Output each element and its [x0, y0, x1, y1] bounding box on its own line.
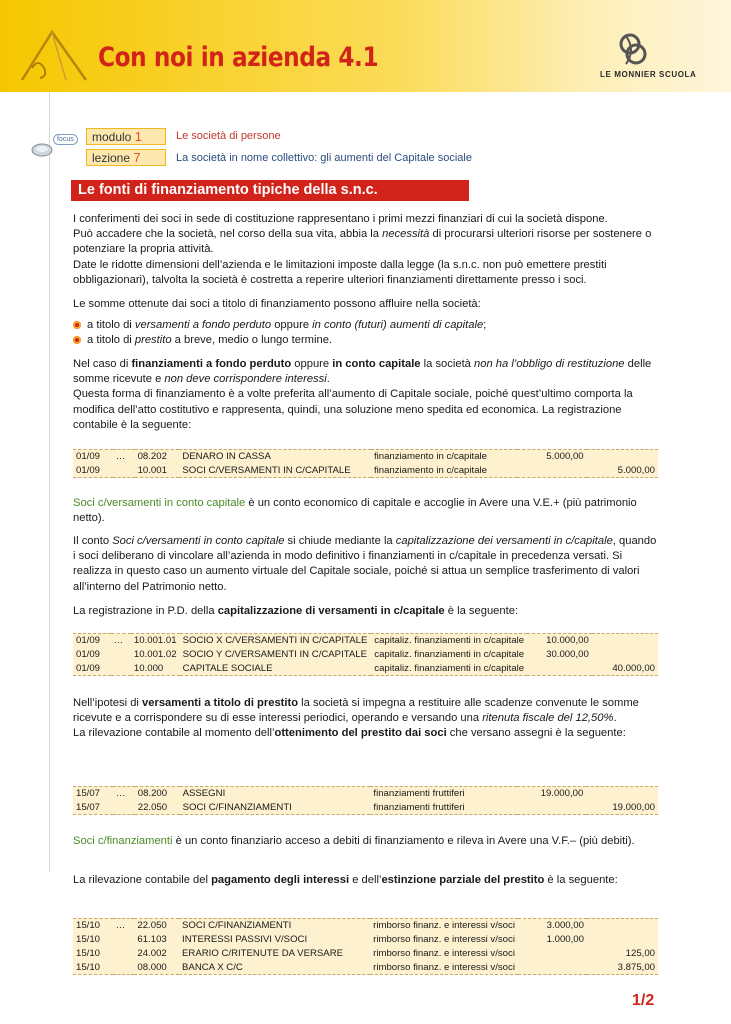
ledger-cell-date: 01/09 [76, 464, 101, 476]
ledger-cell-dare [517, 464, 586, 478]
ledger-cell-name: INTERESSI PASSIVI V/SOCI [182, 934, 308, 945]
lezione-label: lezione [92, 151, 131, 165]
ledger-cell-code: 08.202 [137, 451, 167, 463]
ledger-cell-dots: … [113, 635, 124, 647]
ledger-table-1 [73, 449, 658, 478]
ledger-cell-avere: 3.875,00 [617, 961, 655, 973]
ledger-cell-name: DENARO IN CASSA [182, 451, 271, 463]
capitalizzazione-paragraph: Il conto Soci c/versamenti in conto capitale si chiude mediante la capitalizzazione dei versamenti in c/capitale, quando i soci deliberano di vincolare all’azienda in modo definitivo i finanziamenti in c/capitale in precedenza versati. Si realizza in questo caso un aumento virtuale del Capitale sociale, poiché si attua un semplice trasferimento di valori all’interno del Patrimonio netto. [73, 535, 657, 593]
ledger-cell-desc: capitaliz. finanziamenti in c/capitale [374, 662, 525, 674]
ledger-cell-code: 22.050 [137, 920, 167, 932]
ledger-cell-name: SOCI C/FINANZIAMENTI [182, 801, 292, 813]
interessi-paragraph: La rilevazione contabile del pagamento degli interessi e dell’estinzione parziale del prestito è la seguente: [73, 874, 618, 886]
ledger-cell-desc: capitaliz. finanziamenti in c/capitale [374, 649, 525, 660]
ledger-cell-desc: finanziamento in c/capitale [373, 464, 487, 476]
ledger-cell-date: 01/09 [76, 662, 101, 674]
para-somme: Le somme ottenute dai soci a titolo di finanziamento possono affluire nella società: [73, 298, 481, 310]
ledger-cell-code: 22.050 [137, 801, 168, 813]
bullet-icon [73, 336, 81, 344]
ledger-table-3 [73, 786, 658, 815]
focus-tag: focus [53, 134, 78, 145]
ledger-cell-dare [527, 662, 592, 676]
ledger-cell-avere: 40.000,00 [612, 662, 655, 674]
bullet-item: a titolo di prestito a breve, medio o lungo termine. [73, 333, 658, 348]
ledger-cell-date: 15/07 [76, 788, 101, 800]
ledger-cell-avere [592, 634, 658, 648]
ledger-cell-name: SOCIO Y C/VERSAMENTI IN C/CAPITALE [182, 649, 368, 660]
ledger-cell-desc: rimborso finanz. e interessi v/soci [373, 961, 515, 973]
ledger-cell-dots [113, 961, 135, 975]
somme-paragraph [73, 297, 658, 312]
publisher-name: LE MONNIER SCUOLA [600, 70, 697, 79]
ledger-cell-dare: 19.000,00 [540, 788, 584, 800]
ledger-cell-name: SOCIO X C/VERSAMENTI IN C/CAPITALE [182, 635, 368, 647]
ledger-cell-name: SOCI C/FINANZIAMENTI [182, 920, 292, 932]
ledger-cell-code: 10.000 [133, 662, 164, 674]
ledger-row [73, 648, 658, 662]
ledger-cell-avere [592, 648, 658, 662]
versamenti-definition: Soci c/versamenti in conto capitale è un conto economico di capitale e accoglie in Avere una V.E.+ (più patrimonio netto). [73, 497, 637, 525]
ledger-row [73, 961, 658, 975]
ledger-cell-desc: finanziamento in c/capitale [373, 451, 487, 463]
le-monnier-emblem-icon [616, 32, 650, 68]
para-necessita: Può accadere che la società, nel corso della sua vita, abbia la necessità di procurarsi ulteriori risorse per sostenere o potenziare la propria attività. [73, 228, 652, 256]
ledger-cell-code: 24.002 [137, 948, 167, 959]
ledger-cell-dots [111, 662, 131, 676]
page-header [0, 0, 731, 92]
ledger-cell-avere: 5.000,00 [617, 464, 655, 476]
ledger-row [73, 919, 658, 933]
ledger-cell-name: SOCI C/VERSAMENTI IN C/CAPITALE [182, 464, 351, 476]
finanziamenti-definition: Soci c/finanziamenti è un conto finanziario acceso a debiti di finanziamento e rileva in Avere una V.F.– (più debiti). [73, 835, 635, 847]
ledger-cell-dots [113, 933, 135, 947]
lezione-badge [86, 149, 166, 166]
bullet-item: a titolo di versamenti a fondo perduto oppure in conto (futuri) aumenti di capitale; [73, 318, 658, 333]
ledger-cell-desc: finanziamenti fruttiferi [373, 801, 465, 813]
ledger-cell-dots [111, 648, 131, 662]
lezione-number: 7 [133, 150, 141, 165]
ledger-cell-dots: … [115, 788, 126, 800]
ledger-row [73, 464, 658, 478]
ledger-cell-code: 08.200 [137, 788, 168, 800]
ledger-row [73, 947, 658, 961]
intro-paragraph [73, 212, 658, 288]
registrazione-pd-paragraph: La registrazione in P.D. della capitalizzazione di versamenti in c/capitale è la seguente: [73, 605, 519, 617]
modulo-number: 1 [134, 129, 142, 144]
ledger-cell-dare: 5.000,00 [546, 451, 584, 463]
ledger-table-2 [73, 633, 658, 676]
ledger-cell-avere: 125,00 [625, 948, 655, 959]
margin-rule [49, 92, 50, 872]
bullet-list [73, 318, 658, 348]
ledger-cell-date: 15/10 [76, 934, 101, 945]
ledger-cell-avere [587, 450, 658, 464]
ledger-cell-desc: rimborso finanz. e interessi v/soci [373, 920, 515, 932]
ledger-cell-date: 15/07 [76, 801, 101, 813]
modulo-title: Le società di persone [176, 130, 281, 142]
fondo-perduto-paragraph: Nel caso di finanziamenti a fondo perduto oppure in conto capitale la società non ha l’obbligo di restituzione delle somme ricevute e non deve corrispondere interessi. Questa forma di finanziamento è a volte preferita all’aumento di Capitale sociale, poiché quest’ultimo comporta la modifica dell’atto costitutivo e rappresenta, quindi, una soluzione meno spedita ed economica. La registrazione contabile è la seguente: [73, 358, 652, 431]
ledger-cell-name: CAPITALE SOCIALE [182, 662, 273, 674]
section-title: Le fonti di finanziamento tipiche della s.n.c. [71, 180, 469, 201]
ledger-cell-desc: finanziamenti fruttiferi [373, 788, 465, 800]
ledger-cell-dare: 1.000,00 [546, 934, 584, 945]
ledger-cell-name: ASSEGNI [182, 788, 226, 800]
ledger-row [73, 787, 658, 801]
ledger-cell-dare [518, 961, 587, 975]
ledger-cell-dots: … [115, 451, 126, 463]
ledger-cell-code: 10.001.02 [133, 649, 177, 660]
ledger-cell-desc: rimborso finanz. e interessi v/soci [373, 934, 515, 945]
bullet-icon [73, 321, 81, 329]
para-conferimenti: I conferimenti dei soci in sede di costituzione rappresentano i primi mezzi finanziari di cui la società dispone. [73, 213, 608, 225]
publisher-triangle-logo-icon [14, 28, 94, 83]
ledger-cell-avere [587, 933, 658, 947]
ledger-cell-name: ERARIO C/RITENUTE DA VERSARE [182, 948, 344, 959]
ledger-cell-code: 08.000 [137, 961, 167, 973]
ledger-row [73, 801, 658, 815]
ledger-row [73, 662, 658, 676]
ledger-cell-date: 01/09 [76, 649, 101, 660]
ledger-cell-code: 61.103 [137, 934, 167, 945]
ledger-cell-avere: 19.000,00 [612, 801, 655, 813]
para-dimensioni: Date le ridotte dimensioni dell’azienda e le limitazioni imposte dalla legge (la s.n.c. non può emettere prestiti obbligazionari), talvolta la società è costretta a reperire ulteriori finanziamenti direttamente presso i soci. [73, 258, 607, 286]
ledger-cell-date: 01/09 [76, 635, 101, 647]
ledger-cell-dots [113, 801, 135, 815]
ledger-cell-dare: 3.000,00 [546, 920, 584, 932]
book-title: Con noi in azienda 4.1 [98, 42, 379, 73]
ledger-row [73, 450, 658, 464]
modulo-badge [86, 128, 166, 145]
ledger-cell-dare [517, 801, 587, 815]
ledger-cell-dots [113, 947, 135, 961]
ledger-cell-name: BANCA X C/C [182, 961, 243, 973]
ledger-cell-avere [587, 919, 658, 933]
lezione-title: La società in nome collettivo: gli aumenti del Capitale sociale [176, 152, 472, 164]
ledger-cell-dare: 30.000,00 [546, 649, 589, 660]
ledger-cell-date: 15/10 [76, 961, 101, 973]
ledger-row [73, 933, 658, 947]
page-number: 1/2 [632, 992, 655, 1009]
ledger-cell-dots: … [115, 920, 126, 932]
ledger-table-4 [73, 918, 658, 975]
ledger-cell-avere [586, 787, 658, 801]
ledger-cell-dots [113, 464, 135, 478]
prestito-paragraph: Nell’ipotesi di versamenti a titolo di prestito la società si impegna a restituire alle scadenze convenute le somme ricevute e a corrispondere su di esse interessi periodici, operando e versando una ritenuta fiscale del 12,50%. La rilevazione contabile al momento dell’ottenimento del prestito dai soci che versano assegni è la seguente: [73, 697, 639, 740]
ledger-cell-date: 15/10 [76, 948, 101, 959]
ledger-cell-code: 10.001.01 [133, 635, 177, 647]
ledger-cell-desc: capitaliz. finanziamenti in c/capitale [374, 635, 525, 647]
ledger-cell-date: 15/10 [76, 920, 101, 932]
ledger-cell-dare [518, 947, 587, 961]
ledger-cell-dare: 10.000,00 [546, 635, 589, 647]
ledger-cell-code: 10.001 [137, 464, 167, 476]
modulo-label: modulo [92, 130, 132, 144]
ledger-cell-date: 01/09 [76, 451, 101, 463]
ledger-row [73, 634, 658, 648]
ledger-cell-desc: rimborso finanz. e interessi v/soci [373, 948, 515, 959]
